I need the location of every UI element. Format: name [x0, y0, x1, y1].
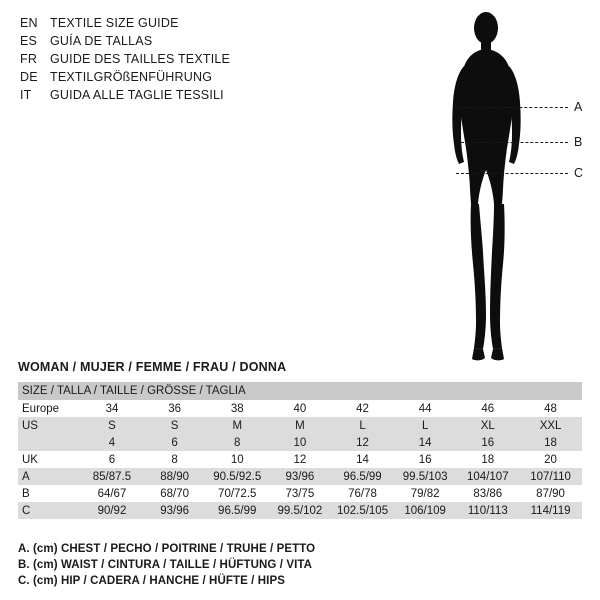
language-text-en: TEXTILE SIZE GUIDE [50, 16, 179, 30]
row-label [18, 434, 81, 451]
language-text-it: GUIDA ALLE TAGLIE TESSILI [50, 88, 224, 102]
table-row [18, 417, 582, 434]
row-cell: 79/82 [394, 485, 457, 502]
measurement-legend [18, 543, 578, 591]
table-header-label: SIZE / TALLA / TAILLE / GRÖSSE / TAGLIA [18, 382, 582, 400]
language-row-de [20, 70, 320, 88]
row-cell: 8 [143, 451, 206, 468]
row-cell: S [81, 417, 144, 434]
row-cell: 99.5/102 [269, 502, 332, 519]
row-cell: 90/92 [81, 502, 144, 519]
language-code-de: DE [20, 70, 38, 84]
row-cell: 110/113 [456, 502, 519, 519]
row-label: A [18, 468, 81, 485]
row-cell: 114/119 [519, 502, 582, 519]
language-row-fr [20, 52, 320, 70]
size-table-wrapper [18, 382, 582, 519]
row-cell: 4 [81, 434, 144, 451]
language-row-es [20, 34, 320, 52]
row-label: Europe [18, 400, 81, 417]
row-cell: M [269, 417, 332, 434]
language-list [20, 16, 320, 106]
row-label: B [18, 485, 81, 502]
language-text-de: TEXTILGRÖßENFÜHRUNG [50, 70, 213, 84]
legend-line-c: C. (cm) HIP / CADERA / HANCHE / HÜFTE / HIPS [18, 575, 286, 587]
row-cell: 14 [394, 434, 457, 451]
marker-b-label: B [574, 135, 583, 149]
row-cell: 68/70 [143, 485, 206, 502]
row-label: UK [18, 451, 81, 468]
row-cell: L [331, 417, 394, 434]
row-cell: 83/86 [456, 485, 519, 502]
row-cell: 12 [331, 434, 394, 451]
row-cell: 46 [456, 400, 519, 417]
row-cell: 6 [81, 451, 144, 468]
row-label: C [18, 502, 81, 519]
row-cell: 16 [456, 434, 519, 451]
row-cell: 40 [269, 400, 332, 417]
row-cell: L [394, 417, 457, 434]
row-cell: 6 [143, 434, 206, 451]
language-code-es: ES [20, 34, 38, 48]
row-cell: 48 [519, 400, 582, 417]
row-cell: 104/107 [456, 468, 519, 485]
marker-b-line [461, 142, 568, 143]
row-cell: 76/78 [331, 485, 394, 502]
row-cell: 14 [331, 451, 394, 468]
marker-c-label: C [574, 166, 584, 180]
section-title: WOMAN / MUJER / FEMME / FRAU / DONNA [18, 360, 287, 374]
marker-c-line [456, 173, 568, 174]
row-cell: 88/90 [143, 468, 206, 485]
size-table [18, 382, 582, 519]
language-code-it: IT [20, 88, 32, 102]
row-cell: S [143, 417, 206, 434]
table-row [18, 434, 582, 451]
row-cell: 44 [394, 400, 457, 417]
row-cell: 96.5/99 [331, 468, 394, 485]
row-cell: 16 [394, 451, 457, 468]
row-cell: 102.5/105 [331, 502, 394, 519]
row-cell: 70/72.5 [206, 485, 269, 502]
table-row [18, 502, 582, 519]
row-cell: 10 [269, 434, 332, 451]
legend-line-a: A. (cm) CHEST / PECHO / POITRINE / TRUHE / PETTO [18, 543, 316, 555]
row-cell: 12 [269, 451, 332, 468]
row-cell: 107/110 [519, 468, 582, 485]
language-text-fr: GUIDE DES TAILLES TEXTILE [50, 52, 231, 66]
row-label: US [18, 417, 81, 434]
body-figure [430, 8, 590, 368]
row-cell: 42 [331, 400, 394, 417]
marker-a [458, 100, 590, 114]
language-code-fr: FR [20, 52, 38, 66]
table-header-row [18, 382, 582, 400]
row-cell: 64/67 [81, 485, 144, 502]
row-cell: 36 [143, 400, 206, 417]
table-row [18, 468, 582, 485]
row-cell: 93/96 [269, 468, 332, 485]
row-cell: 8 [206, 434, 269, 451]
row-cell: 18 [519, 434, 582, 451]
language-text-es: GUÍA DE TALLAS [50, 34, 153, 48]
row-cell: 90.5/92.5 [206, 468, 269, 485]
row-cell: 96.5/99 [206, 502, 269, 519]
language-code-en: EN [20, 16, 38, 30]
row-cell: 18 [456, 451, 519, 468]
row-cell: 87/90 [519, 485, 582, 502]
row-cell: M [206, 417, 269, 434]
marker-a-line [458, 107, 568, 108]
marker-b [461, 135, 590, 149]
table-row [18, 400, 582, 417]
marker-a-label: A [574, 100, 583, 114]
row-cell: 10 [206, 451, 269, 468]
language-row-it [20, 88, 320, 106]
row-cell: 93/96 [143, 502, 206, 519]
row-cell: 106/109 [394, 502, 457, 519]
row-cell: XL [456, 417, 519, 434]
row-cell: 20 [519, 451, 582, 468]
table-row [18, 485, 582, 502]
row-cell: 34 [81, 400, 144, 417]
row-cell: XXL [519, 417, 582, 434]
table-row [18, 451, 582, 468]
row-cell: 99.5/103 [394, 468, 457, 485]
legend-line-b: B. (cm) WAIST / CINTURA / TAILLE / HÜFTUNG / VITA [18, 559, 313, 571]
woman-silhouette-icon [430, 8, 590, 368]
row-cell: 38 [206, 400, 269, 417]
marker-c [456, 166, 590, 180]
row-cell: 85/87.5 [81, 468, 144, 485]
language-row-en [20, 16, 320, 34]
row-cell: 73/75 [269, 485, 332, 502]
